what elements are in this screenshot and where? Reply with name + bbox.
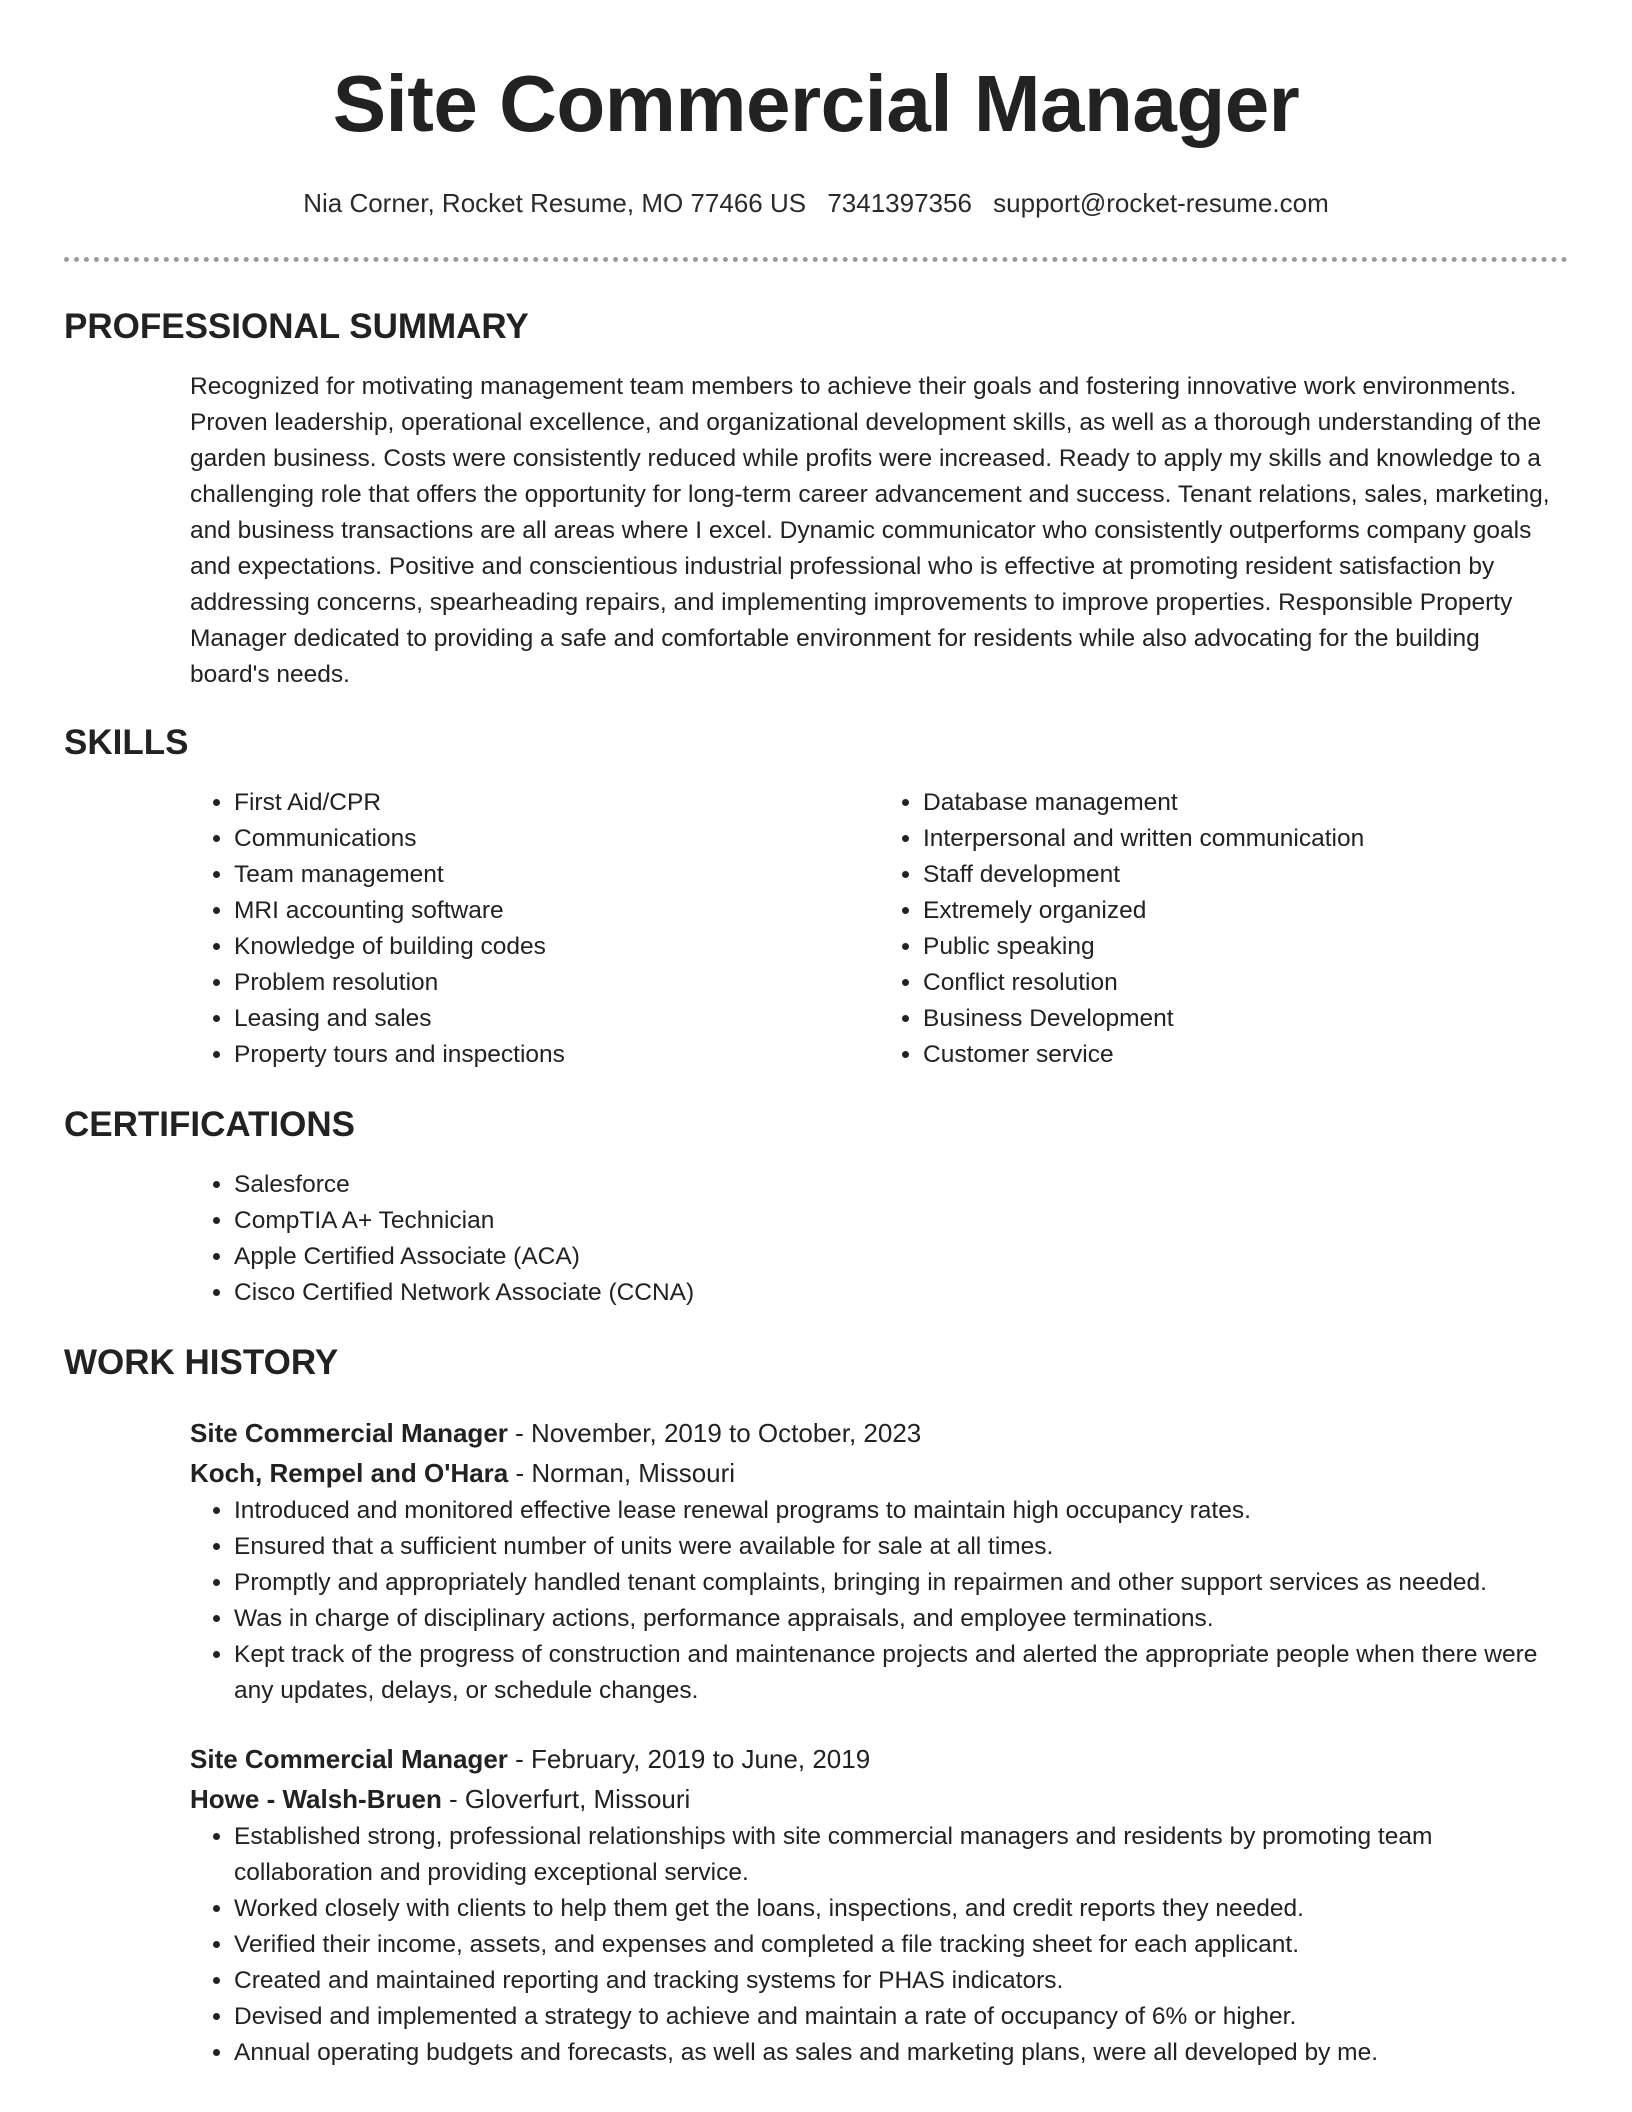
job-dates: - November, 2019 to October, 2023 <box>507 1418 922 1448</box>
contact-phone: 7341397356 <box>827 188 972 218</box>
list-item: • Was in charge of disciplinary actions, performance appraisals, and employee terminations. <box>234 1601 1568 1637</box>
job-company: Koch, Rempel and O'Hara <box>190 1458 509 1488</box>
section-title-skills: SKILLS <box>64 723 189 762</box>
list-item: • MRI accounting software <box>234 893 879 929</box>
list-item: • Ensured that a sufficient number of units were available for sale at all times. <box>234 1529 1568 1565</box>
job-role: Site Commercial Manager <box>190 1744 508 1774</box>
job-location: - Gloverfurt, Missouri <box>441 1784 691 1814</box>
list-item: • Worked closely with clients to help them get the loans, inspections, and credit reports they needed. <box>234 1891 1568 1927</box>
list-item: • Devised and implemented a strategy to achieve and maintain a rate of occupancy of 6% or higher. <box>234 1999 1568 2035</box>
job-role: Site Commercial Manager <box>190 1418 508 1448</box>
job-entry <box>190 1739 1568 2071</box>
job-entry <box>190 1413 1568 1709</box>
skills-list-left <box>190 785 879 1073</box>
list-item: • Promptly and appropriately handled tenant complaints, bringing in repairmen and other support services as needed. <box>234 1565 1568 1601</box>
list-item: • Created and maintained reporting and tracking systems for PHAS indicators. <box>234 1963 1568 1999</box>
list-item: • Verified their income, assets, and expenses and completed a file tracking sheet for each applicant. <box>234 1927 1568 1963</box>
list-item: • Established strong, professional relationships with site commercial managers and residents by promoting team collaboration and providing exceptional service. <box>234 1819 1568 1891</box>
list-item: • Conflict resolution <box>923 965 1568 1001</box>
contact-email: support@rocket-resume.com <box>993 188 1329 218</box>
job-header <box>190 1413 1568 1493</box>
list-item: • Communications <box>234 821 879 857</box>
list-item: • Cisco Certified Network Associate (CCNA) <box>234 1275 1568 1311</box>
job-company-line <box>190 1453 1568 1493</box>
list-item: • Interpersonal and written communication <box>923 821 1568 857</box>
job-title-line <box>190 1739 1568 1779</box>
list-item: • Business Development <box>923 1001 1568 1037</box>
list-item: • Public speaking <box>923 929 1568 965</box>
list-item: • Customer service <box>923 1037 1568 1073</box>
contact-address: Nia Corner, Rocket Resume, MO 77466 US <box>303 188 807 218</box>
list-item: • Team management <box>234 857 879 893</box>
job-company-line <box>190 1779 1568 1819</box>
summary-text: Recognized for motivating management team members to achieve their goals and fostering innovative work environments. Proven leadership, operational excellence, and organizational development skills, as well as a thorough understanding of the garden business. Costs were consistently reduced while profits were increased. Ready to apply my skills and knowledge to a challenging role that offers the opportunity for long-term career advancement and success. Tenant relations, sales, marketing, and business transactions are all areas where I excel. Dynamic communicator who consistently outperforms company goals and expectations. Positive and conscientious industrial professional who is effective at promoting resident satisfaction by addressing concerns, spearheading repairs, and implementing improvements to improve properties. Responsible Property Manager dedicated to providing a safe and comfortable environment for residents while also advocating for the building board's needs. <box>190 373 1550 688</box>
list-item: • Leasing and sales <box>234 1001 879 1037</box>
skills-grid <box>190 785 1568 1073</box>
list-item: • First Aid/CPR <box>234 785 879 821</box>
job-bullets <box>190 1493 1568 1709</box>
list-item: • CompTIA A+ Technician <box>234 1203 1568 1239</box>
job-bullets <box>190 1819 1568 2071</box>
list-item: • Introduced and monitored effective lease renewal programs to maintain high occupancy rates. <box>234 1493 1568 1529</box>
job-header <box>190 1739 1568 1819</box>
list-item: • Knowledge of building codes <box>234 929 879 965</box>
section-title-certifications: CERTIFICATIONS <box>64 1105 356 1144</box>
skills-list-right <box>879 785 1568 1073</box>
list-item: • Kept track of the progress of construction and maintenance projects and alerted the appropriate people when there were any updates, delays, or schedule changes. <box>234 1637 1568 1709</box>
certifications-list <box>190 1167 1568 1311</box>
job-title-line <box>190 1413 1568 1453</box>
header-divider <box>64 257 1568 262</box>
list-item: • Database management <box>923 785 1568 821</box>
job-company: Howe - Walsh-Bruen <box>190 1784 442 1814</box>
job-dates: - February, 2019 to June, 2019 <box>507 1744 871 1774</box>
list-item: • Annual operating budgets and forecasts, as well as sales and marketing plans, were all developed by me. <box>234 2035 1568 2071</box>
job-location: - Norman, Missouri <box>508 1458 736 1488</box>
list-item: • Problem resolution <box>234 965 879 1001</box>
list-item: • Extremely organized <box>923 893 1568 929</box>
page-title: Site Commercial Manager <box>332 59 1300 148</box>
contact-line <box>64 186 1568 220</box>
list-item: • Property tours and inspections <box>234 1037 879 1073</box>
list-item: • Staff development <box>923 857 1568 893</box>
list-item: • Apple Certified Associate (ACA) <box>234 1239 1568 1275</box>
list-item: • Salesforce <box>234 1167 1568 1203</box>
section-title-work-history: WORK HISTORY <box>64 1343 339 1382</box>
section-title-summary: PROFESSIONAL SUMMARY <box>64 307 529 346</box>
